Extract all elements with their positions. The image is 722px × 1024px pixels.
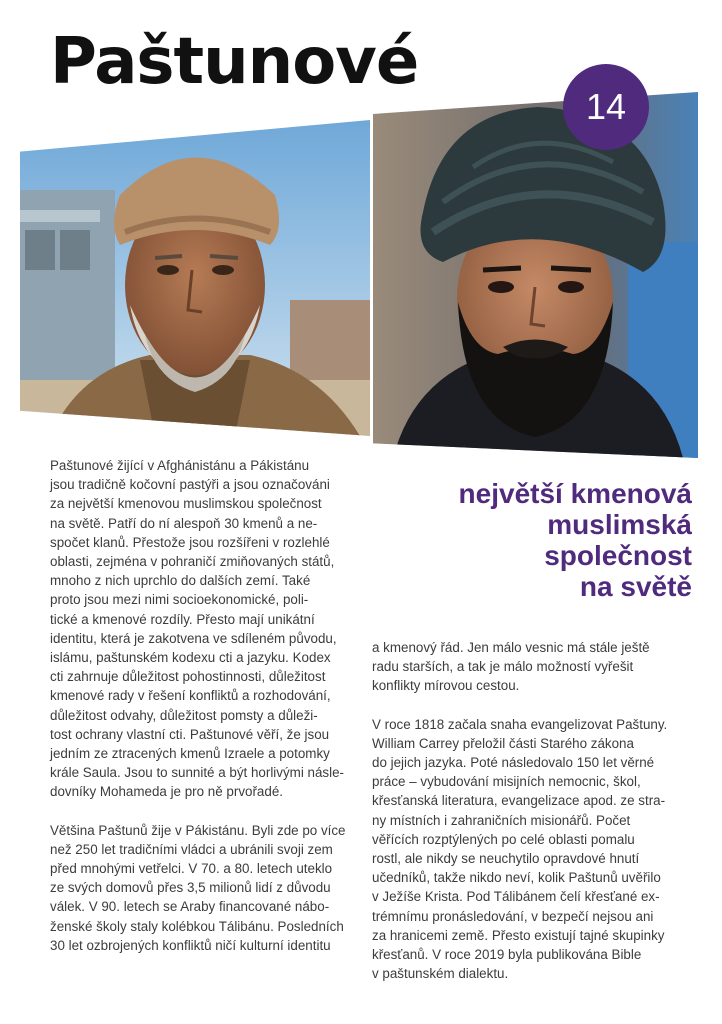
portrait-turban-black-beard-icon — [373, 92, 698, 458]
text-line: křesťanů. V roce 2019 byla publikována Bible — [372, 947, 642, 963]
text-line: Většina Paštunů žije v Pákistánu. Byli zde po více — [50, 822, 346, 838]
text-line: a kmenový řád. Jen málo vesnic má stále ještě — [372, 640, 650, 655]
text-line: důležitost odvahy, důležitost pomsty a důleži- — [50, 707, 318, 723]
text-line: učedníků, takže nikdo neví, kolik Paštunů uvěřilo — [372, 870, 661, 886]
text-line: jedním ze ztracených kmenů Izraele a potomky — [50, 746, 330, 762]
text-line: věřících rozptýlených po celé oblasti pomalu — [372, 831, 635, 847]
text-line: spočet klanů. Přestože jsou rozšířeni v rozlehlé — [50, 534, 330, 550]
text-line: práce – vybudování misijních nemocnic, škol, — [372, 774, 641, 790]
highlight-line: muslimská — [547, 509, 692, 540]
paragraph — [50, 456, 355, 802]
text-line: ze svých domovů přes 3,5 milionů lidí z důvodu — [50, 880, 331, 896]
text-line: dovníky Mohameda je pro ně prvořadé. — [50, 784, 283, 800]
text-line: mnoho z nich uprchlo do dalších zemí. Také — [50, 573, 311, 589]
text-line: radu starších, a tak je málo možností vyřešit — [372, 659, 634, 675]
photo-right-portrait — [373, 92, 698, 458]
text-line: za největší kmenovou muslimskou společnost — [50, 496, 322, 512]
text-line: než 250 let tradičními vládci a ubránili svoji zem — [50, 841, 333, 857]
text-line: V roce 1818 začala snaha evangelizovat Paštuny. — [372, 716, 668, 732]
text-line: Paštunové žijící v Afghánistánu a Pákistánu — [50, 458, 310, 473]
text-line: jsou tradičně kočovní pastýři a jsou označováni — [50, 477, 330, 493]
text-line: v Ježíše Krista. Pod Tálibánem čelí křesťané ex- — [372, 889, 660, 905]
text-line: tost ochrany vlastní cti. Paštunové věří, že jsou — [50, 726, 330, 742]
text-line: proto jsou mezi nimi socioekonomické, poli- — [50, 592, 309, 608]
text-line: trémnímu pronásledování, v bezpečí nejsou ani — [372, 908, 654, 924]
text-line: rostl, ale nikdy se neuchytilo opravdové hnutí — [372, 851, 640, 867]
text-line: oblasti, zejména v pohraničí zmiňovaných států, — [50, 554, 335, 570]
text-line: do jejich jazyka. Poté následovalo 150 let věrné — [372, 755, 655, 771]
page-number: 14 — [585, 86, 627, 127]
paragraph — [50, 821, 355, 955]
text-line: válek. V 90. letech se Araby financované nábo- — [50, 899, 330, 915]
text-line: kmenové rady v řešení konfliktů a rozhodování, — [50, 688, 331, 704]
portrait-gray-beard-icon — [20, 120, 370, 436]
text-line: ženské školy staly kolébkou Tálibánu. Posledních — [50, 918, 344, 934]
text-line: za hranicemi země. Přesto existují tajné skupinky — [372, 927, 665, 943]
text-line: cti zahrnuje důležitost pohostinnosti, důležitost — [50, 669, 326, 685]
text-line: křesťanská literatura, evangelizace apod. ze stra- — [372, 793, 666, 809]
highlight-line: společnost — [544, 540, 692, 571]
left-column-text — [50, 456, 355, 974]
photo-left-portrait — [20, 120, 370, 436]
paragraph — [372, 715, 677, 984]
highlight-quote — [372, 478, 692, 602]
text-line: identitu, která je zakotvena ve sdíleném původu, — [50, 630, 337, 646]
paragraph — [372, 638, 677, 696]
highlight-line: největší kmenová — [458, 478, 692, 509]
text-line: William Carrey přeložil části Starého zákona — [372, 735, 634, 751]
text-line: islámu, paštunském kodexu cti a jazyku. Kodex — [50, 650, 331, 666]
text-line: krále Saula. Jsou to sunnité a být horlivými násle- — [50, 765, 344, 781]
text-line: v paštunském dialektu. — [372, 966, 509, 982]
text-line: ny místních i zahraničních misionářů. Počet — [372, 812, 631, 828]
page-title: Paštunové — [50, 25, 419, 99]
text-line: tické a kmenové rozdíly. Přesto mají unikátní — [50, 611, 315, 627]
highlight-line: na světě — [579, 571, 692, 602]
text-line: před mnohými vetřelci. V 70. a 80. letech uteklo — [50, 861, 333, 877]
right-column-text — [372, 638, 677, 1002]
page-number-badge — [563, 64, 649, 150]
text-line: konflikty mírovou cestou. — [372, 678, 520, 694]
text-line: na světě. Patří do ní alespoň 30 kmenů a ne- — [50, 515, 318, 531]
text-line: 30 let ozbrojených konfliktů ničí kulturní identitu — [50, 937, 331, 953]
